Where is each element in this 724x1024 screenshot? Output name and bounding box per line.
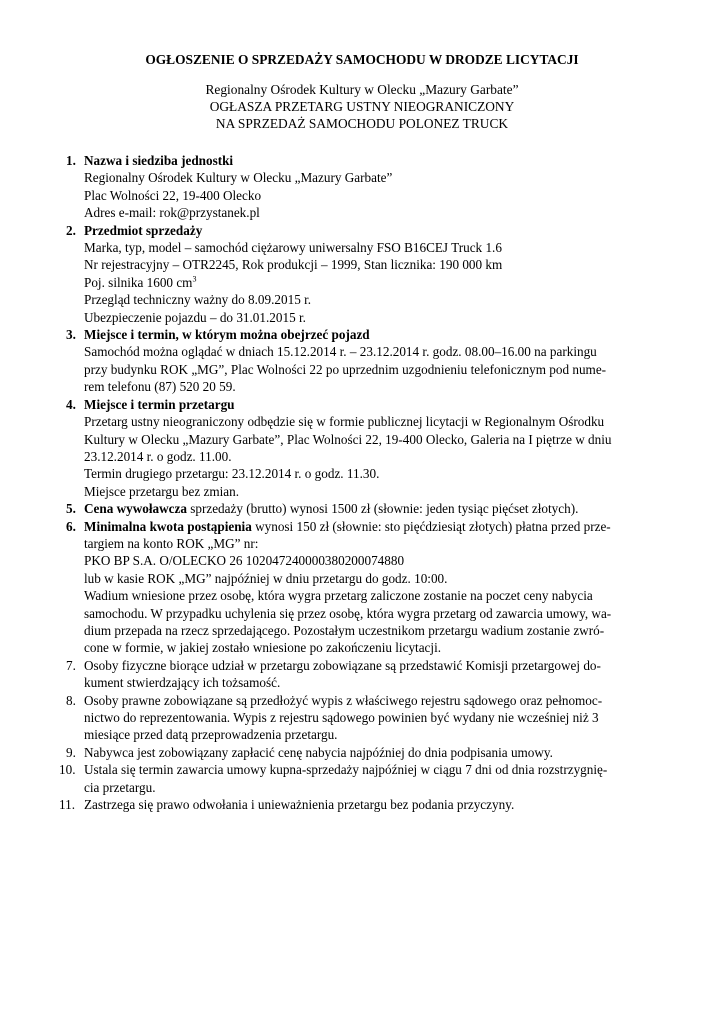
section-line: kument stwierdzający ich tożsamość. [84, 675, 281, 691]
announcement-header [0, 81, 724, 132]
section-line: miesiące przed datą przeprowadzenia przetargu. [84, 727, 338, 743]
section-number: 11. [59, 797, 75, 813]
section-inspection [66, 326, 661, 396]
section-line: Ustala się termin zawarcia umowy kupna-sprzedaży najpóźniej w ciągu 7 dni od dnia rozstrzygnię- [84, 762, 608, 778]
section-legal-persons [66, 692, 661, 744]
section-cancellation-right [59, 796, 661, 813]
section-line: 23.12.2014 r. o godz. 11.00. [84, 448, 232, 464]
section-number: 5. [66, 501, 76, 517]
section-line: Regionalny Ośrodek Kultury w Olecku „Mazury Garbate” [84, 170, 393, 186]
section-number: 6. [66, 518, 76, 534]
section-minimum-bid [66, 518, 661, 657]
section-line: dium przepada na rzecz sprzedającego. Pozostałym uczestnikom przetargu wadium zostanie zwró- [84, 622, 605, 638]
section-line: Przetarg ustny nieograniczony odbędzie się w formie publicznej licytacji w Regionalnym Ośrodku [84, 414, 605, 430]
section-line: targiem na konto ROK „MG” nr: [84, 535, 259, 551]
section-heading: Przedmiot sprzedaży [84, 222, 203, 238]
section-line: Marka, typ, model – samochód ciężarowy uniwersalny FSO B16CEJ Truck 1.6 [84, 240, 502, 256]
section-line: Przegląd techniczny ważny do 8.09.2015 r. [84, 292, 312, 308]
section-line: Termin drugiego przetargu: 23.12.2014 r. o godz. 11.30. [84, 466, 380, 482]
section-line: cia przetargu. [84, 779, 156, 795]
section-sale-subject [66, 222, 661, 326]
section-line: Wadium wniesione przez osobę, która wygra przetarg zaliczone zostanie na poczet ceny nabycia [84, 588, 593, 604]
section-line: Plac Wolności 22, 19-400 Olecko [84, 187, 262, 203]
section-text: sprzedaży (brutto) wynosi 1500 zł (słownie: jeden tysiąc pięćset złotych). [186, 501, 579, 517]
section-unit-name [66, 152, 661, 222]
section-line: Miejsce przetargu bez zmian. [84, 483, 240, 499]
section-line: nictwo do reprezentowania. Wypis z rejestru sądowego powinien być wydany nie wcześniej niż 3 [84, 710, 599, 725]
section-line: cone w formie, w jakiej zostało wniesione po zakończeniu licytacji. [84, 640, 442, 656]
section-auction-place [66, 396, 661, 500]
section-number: 2. [66, 222, 76, 238]
section-line: Zastrzega się prawo odwołania i unieważnienia przetargu bez podania przyczyny. [84, 797, 515, 813]
section-number: 10. [59, 762, 76, 778]
section-line: Nr rejestracyjny – OTR2245, Rok produkcji – 1999, Stan licznika: 190 000 km [84, 257, 503, 273]
section-contract-term [59, 761, 661, 796]
section-line: Adres e-mail: rok@przystanek.pl [84, 205, 260, 221]
engine-capacity-text: Poj. silnika 1600 cm [84, 274, 193, 290]
section-line [84, 500, 661, 517]
section-payment [66, 744, 661, 761]
section-number: 9. [66, 744, 76, 760]
section-line: Samochód można oglądać w dniach 15.12.2014 r. – 23.12.2014 r. godz. 08.00–16.00 na parkingu [84, 344, 597, 360]
section-number: 4. [66, 396, 76, 412]
section-heading: Minimalna kwota postąpienia [84, 518, 252, 534]
section-number: 8. [66, 692, 76, 708]
section-line: rem telefonu (87) 520 20 59. [84, 379, 236, 395]
superscript: 3 [192, 274, 197, 284]
section-line: Osoby prawne zobowiązane są przedłożyć wypis z właściwego rejestru sądowego oraz pełnomoc- [84, 692, 603, 708]
section-starting-price [66, 500, 661, 517]
section-line: Kultury w Olecku „Mazury Garbate”, Plac Wolności 22, 19-400 Olecko, Galeria na I piętrze w dniu [84, 431, 612, 447]
section-heading: Miejsce i termin przetargu [84, 396, 235, 412]
header-organization: Regionalny Ośrodek Kultury w Olecku „Mazury Garbate” [205, 82, 519, 97]
section-line: Nabywca jest zobowiązany zapłacić cenę nabycia najpóźniej do dnia podpisania umowy. [84, 744, 553, 760]
section-natural-persons [66, 657, 661, 692]
section-line: samochodu. W przypadku uchylenia się przez osobę, która wygra przetarg od zawarcia umowy, wa- [84, 605, 612, 621]
section-line: Osoby fizyczne biorące udział w przetargu zobowiązane są przedstawić Komisji przetargowej do- [84, 657, 601, 673]
section-line: przy budynku ROK „MG”, Plac Wolności 22 po uprzednim uzgodnieniu telefonicznym pod nume- [84, 361, 607, 377]
section-number: 1. [66, 153, 76, 168]
bank-account: PKO BP S.A. O/OLECKO 26 102047240000380200074880 [84, 553, 405, 569]
document-title: OGŁOSZENIE O SPRZEDAŻY SAMOCHODU W DRODZE LICYTACJI [145, 52, 579, 67]
section-heading: Miejsce i termin, w którym można obejrzeć pojazd [84, 327, 370, 343]
section-heading: Cena wywoławcza [84, 501, 187, 517]
section-heading: Nazwa i siedziba jednostki [84, 153, 234, 168]
document-body [59, 152, 661, 813]
section-line: lub w kasie ROK „MG” najpóźniej w dniu przetargu do godz. 10:00. [84, 570, 448, 586]
header-subject: NA SPRZEDAŻ SAMOCHODU POLONEZ TRUCK [215, 116, 509, 131]
section-number: 3. [66, 327, 76, 343]
section-line [84, 274, 661, 291]
section-line: Ubezpieczenie pojazdu – do 31.01.2015 r. [84, 309, 306, 325]
header-announces: OGŁASZA PRZETARG USTNY NIEOGRANICZONY [209, 99, 515, 114]
section-text: wynosi 150 zł (słownie: sto pięćdziesiąt złotych) płatna przed prze- [251, 518, 611, 534]
section-line [84, 518, 661, 535]
section-number: 7. [66, 657, 76, 673]
